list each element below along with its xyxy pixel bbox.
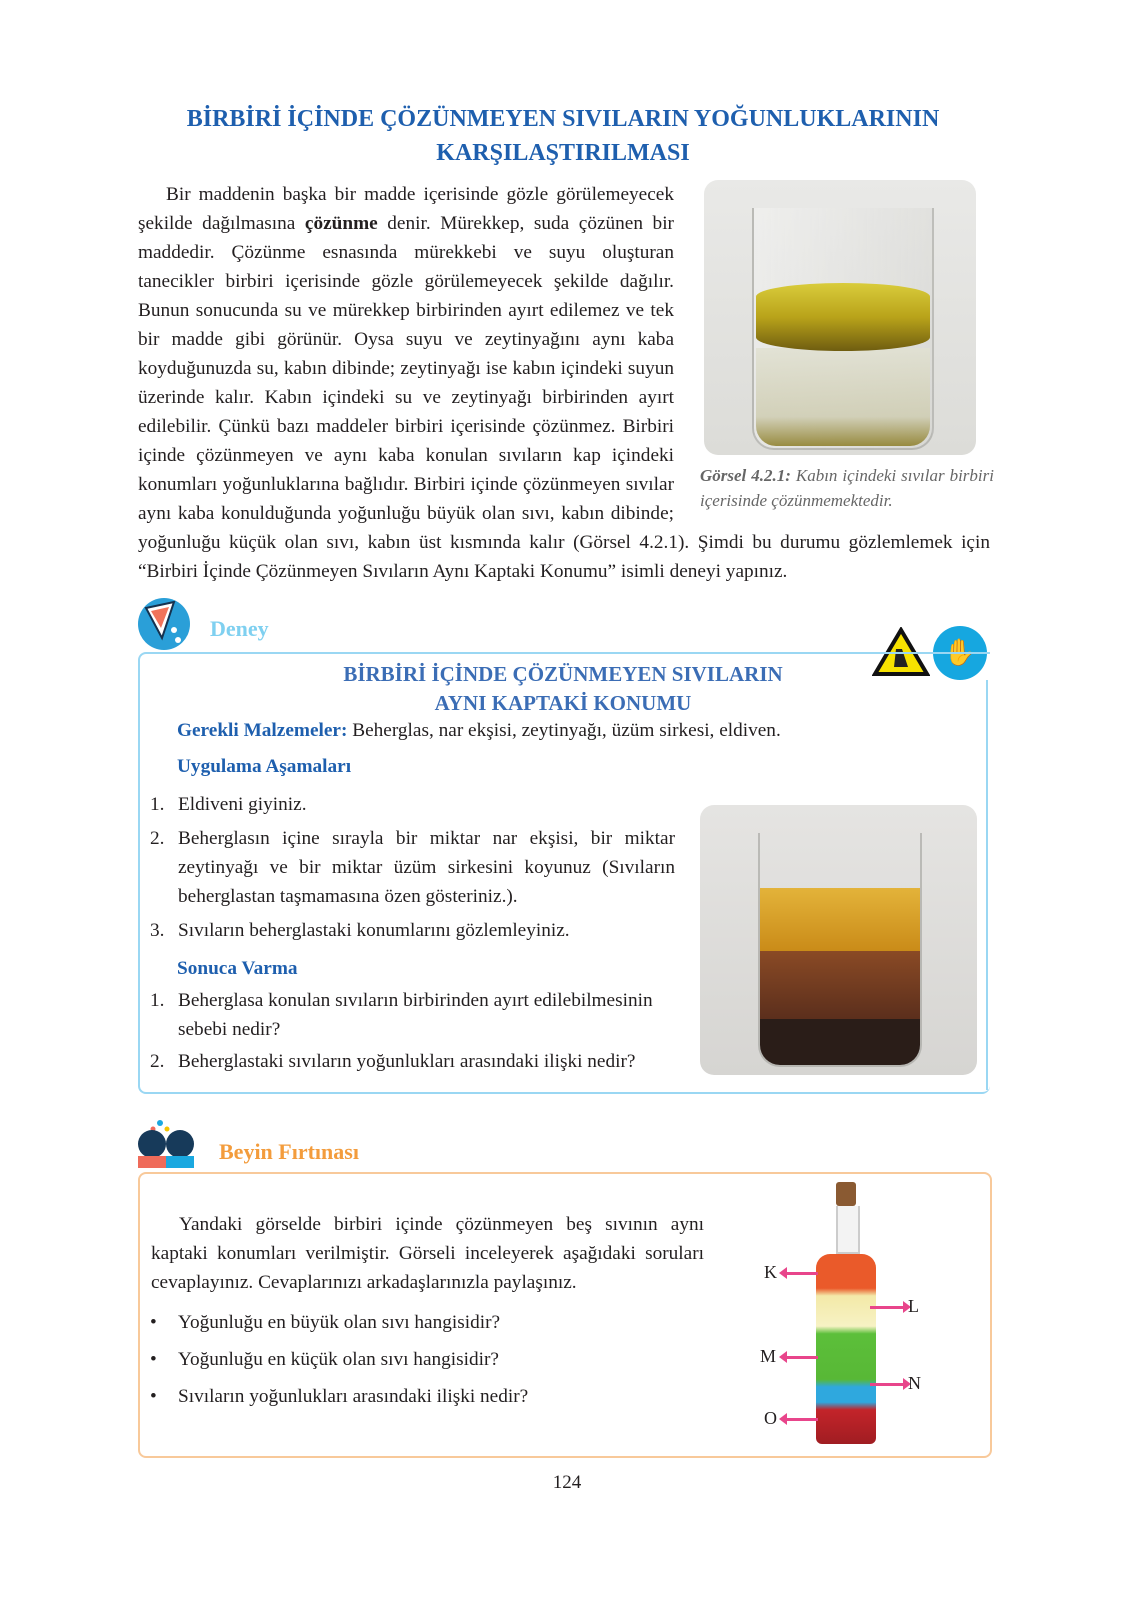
title-line-2: KARŞILAŞTIRILMASI [436,140,690,166]
brainstorm-text: Yandaki görselde birbiri içinde çözünmeyen beş sıvının aynı kaptaki konumları verilmiştir. Görseli inceleyerek aşağıdaki soruları cevaplayınız. Cevaplarınızı arkadaşlarınızla paylaşınız. [151,1214,704,1293]
label-l: L [908,1296,919,1316]
page-title [138,102,988,170]
question: 2. Beherglastaki sıvıların yoğunlukları arasındaki ilişki nedir? [150,1051,636,1072]
label-m: M [760,1346,777,1366]
bullet-question: • Sıvıların yoğunlukları arasındaki ilişki nedir? [150,1386,529,1407]
questions-list [138,986,675,1076]
steps-list [138,790,675,945]
experiment-title: BİRBİRİ İÇİNDE ÇÖZÜNMEYEN SIVILARIN AYNI KAPTAKİ KONUMU [343,662,783,715]
bottle-body [816,1254,876,1444]
experiment-label: Deney [210,616,269,641]
wash-hands-icon: ✋ [933,626,987,680]
glass-oil-water-photo [704,180,976,455]
label-n: N [908,1373,921,1393]
step: 3. Sıvıların beherglastaki konumlarını gözlemleyiniz. [150,920,570,941]
beaker-layers-photo [700,805,977,1075]
layered-bottle-illustration [760,1180,930,1450]
materials: Gerekli Malzemeler: Beherglas, nar ekşisi, zeytinyağı, üzüm sirkesi, eldiven. [177,720,781,741]
brainstorm-label: Beyin Fırtınası [219,1139,359,1164]
figure-4-2-1 [700,180,994,518]
question: 1. Beherglasa konulan sıvıların birbirinden ayırt edilebilmesinin sebebi nedir? [150,990,653,1040]
conclusion-title: Sonuca Varma [177,958,298,979]
brainstorm-icon [136,1120,198,1175]
title-line-1: BİRBİRİ İÇİNDE ÇÖZÜNMEYEN SIVILARIN YOĞUNLUKLARININ [186,106,940,132]
bullet-question: • Yoğunluğu en büyük olan sıvı hangisidir? [150,1312,501,1333]
label-o: O [764,1408,777,1428]
cork [836,1182,856,1206]
experiment-icon [138,598,190,650]
brainstorm-questions [138,1304,698,1415]
intro-paragraph: Bir maddenin başka bir madde içerisinde gözle görülemeyecek şekilde dağılmasına çözünme denir. Mürekkep, suda çözünen bir maddedir. Çözünme esnasında mürekkebi ve suyu oluşturan tanecikler birbiri içerisinde gözle görülemeyecek şekilde dağılır. Bunun sonucunda su ve mürekkep birbirinden ayırt edilemez ve tek bir madde gibi görünür. Oysa suyu ve zeytinyağını aynı kaba koyduğunuzda su, kabın dibinde; zeytinyağı ise kabın içindeki suyun üzerinde kalır. Kabın içindeki su ve zeytinyağı birbirinden ayırt edilebilir. Çünkü bazı maddeler birbiri içerisinde çözünmez. Birbiri içinde çözünmeyen ve aynı kaba konulan sıvıların kap içindeki konumları yoğunluklarına bağlıdır. Birbiri içinde çözünmeyen sıvılar aynı kaba konulduğunda yoğunluğu büyük olan sıvı, kabın dibinde; yoğunluğu küçük olan sıvı, kabın üst kısmında kalır (Görsel 4.2.1). Şimdi bu durumu gözlemlemek için “Birbiri İçinde Çözünmeyen Sıvıların Aynı Kaptaki Konumu” isimli deneyi yapınız. [138,184,990,582]
step: 2. Beherglasın içine sırayla bir miktar nar ekşisi, bir miktar zeytinyağı ve bir miktar üzüm sirkesini koyunuz (Sıvıların beherglastan taşmamasına özen gösteriniz.). [150,828,675,907]
bottle-neck [836,1206,860,1254]
figure-caption: Görsel 4.2.1: Kabın içindeki sıvılar birbiri içerisinde çözünmemektedir. [700,466,994,510]
intro-section [138,180,994,586]
experiment-box-right-border [986,680,988,1090]
steps-title: Uygulama Aşamaları [177,756,352,777]
step: 1. Eldiveni giyiniz. [150,794,307,815]
page-number: 124 [552,1472,582,1493]
label-k: K [764,1262,777,1282]
bullet-question: • Yoğunluğu en küçük olan sıvı hangisidir? [150,1349,499,1370]
